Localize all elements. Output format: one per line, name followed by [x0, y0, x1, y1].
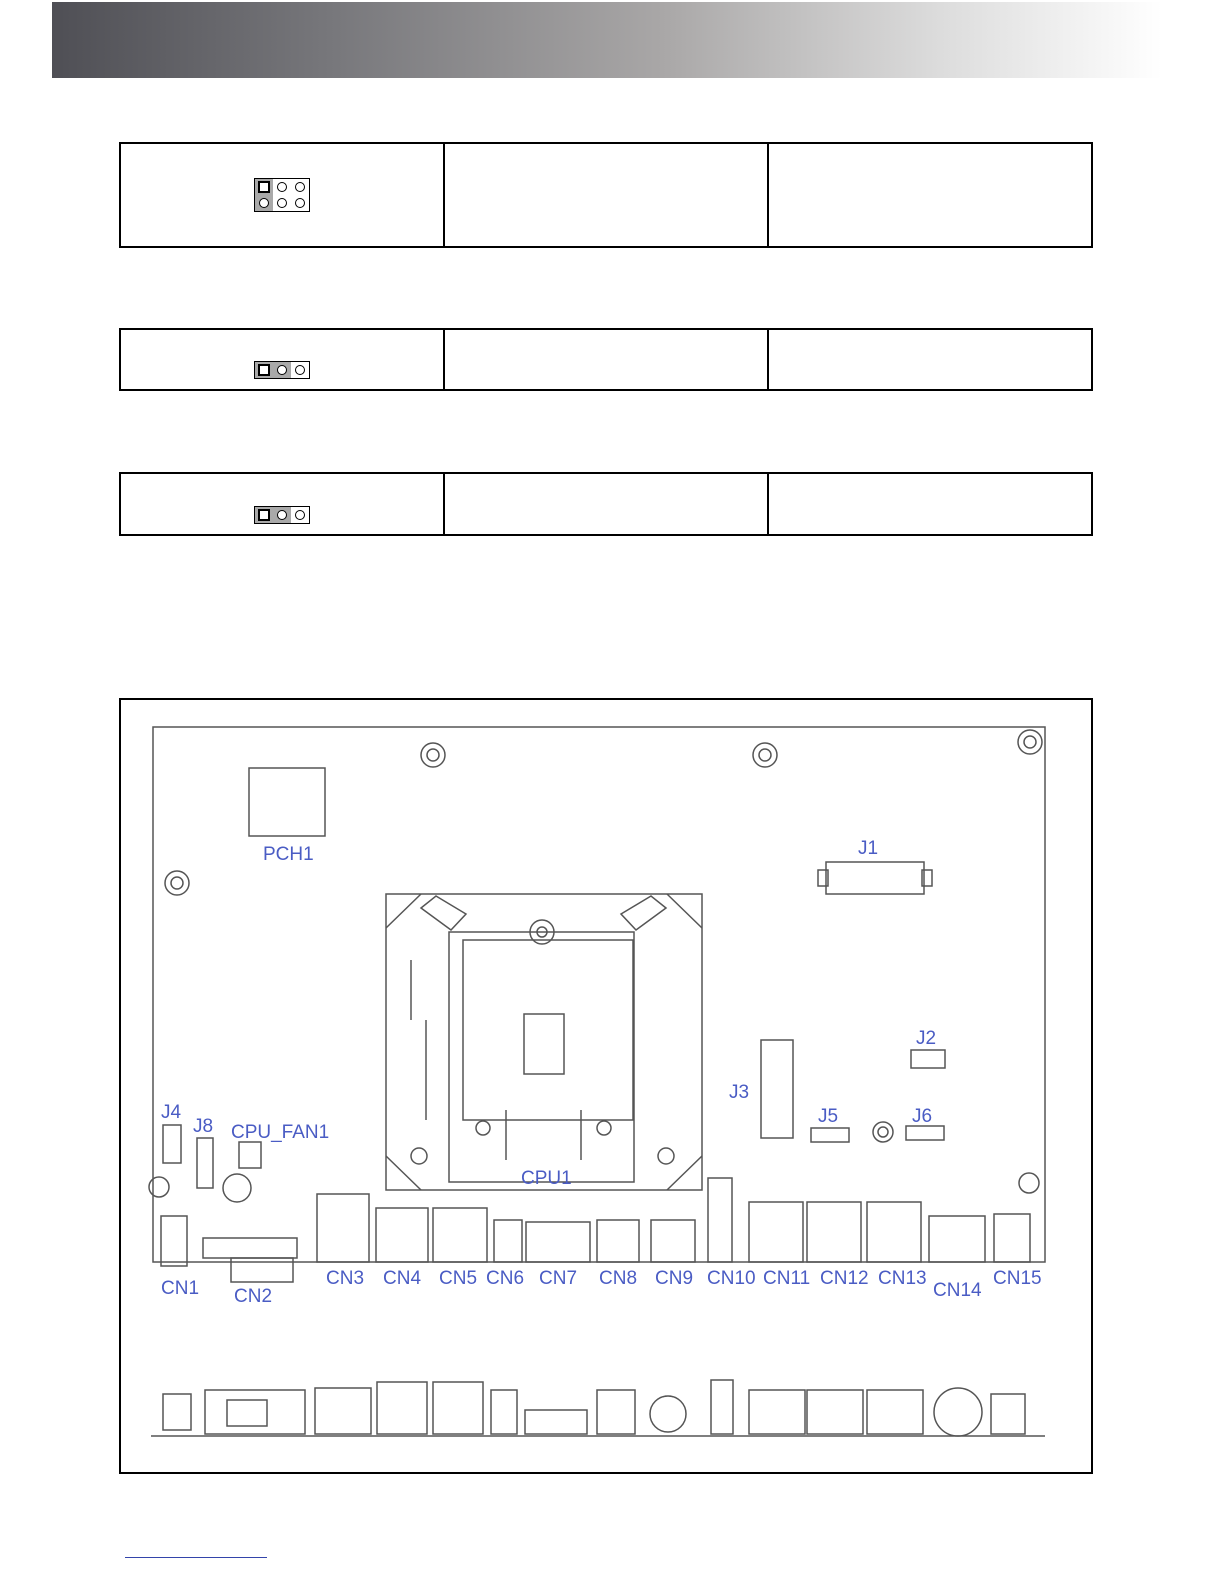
buzzer [223, 1174, 251, 1202]
header-bar [52, 2, 1162, 78]
board-layout-diagram [119, 698, 1093, 1474]
j6-label: J6 [912, 1106, 933, 1127]
j5-header [811, 1128, 849, 1142]
jumper-1x3-icon [254, 506, 310, 524]
connector-label-cn8: CN8 [599, 1268, 638, 1289]
connector-label-cn6: CN6 [486, 1268, 525, 1289]
j2-header [911, 1050, 945, 1068]
j6-header [906, 1126, 944, 1140]
rear-panel-side-view [151, 1380, 1045, 1436]
jumper-function-cell [444, 143, 768, 247]
jumper-1x3-icon [254, 361, 310, 379]
connector-label-cn1: CN1 [161, 1278, 200, 1299]
j5-label: J5 [818, 1106, 839, 1127]
mounting-hole-icons [165, 730, 1042, 1142]
connector-label-cn7: CN7 [539, 1268, 578, 1289]
j2-label: J2 [916, 1028, 937, 1049]
j4-label: J4 [161, 1102, 182, 1123]
pch-chip [249, 768, 325, 836]
connector-label-cn10: CN10 [707, 1268, 756, 1289]
jumper-setting-cell [120, 329, 444, 390]
connector-label-cn9: CN9 [655, 1268, 694, 1289]
connector-label-cn2: CN2 [234, 1286, 273, 1307]
connector-label-cn15: CN15 [993, 1268, 1042, 1289]
jumper-function-cell [444, 473, 768, 535]
jumper-table-3 [119, 472, 1093, 536]
j1-label: J1 [858, 838, 879, 859]
jumper-function-cell [444, 329, 768, 390]
connector-label-cn3: CN3 [326, 1268, 365, 1289]
jumper-table-1 [119, 142, 1093, 248]
connector-label-cn4: CN4 [383, 1268, 422, 1289]
cpu-socket [386, 894, 702, 1190]
j3-header [761, 1040, 793, 1138]
j8-label: J8 [193, 1116, 214, 1137]
jumper-note-cell [768, 143, 1092, 247]
footer-rule [125, 1557, 267, 1558]
pch-label: PCH1 [263, 844, 314, 865]
board-labels [161, 838, 1042, 1307]
jumper-note-cell [768, 473, 1092, 535]
connector-label-cn5: CN5 [439, 1268, 478, 1289]
connector-label-cn13: CN13 [878, 1268, 927, 1289]
jumper-note-cell [768, 329, 1092, 390]
jumper-setting-cell [120, 143, 444, 247]
connector-label-cn14: CN14 [933, 1280, 982, 1301]
cpu-fan-label: CPU_FAN1 [231, 1122, 330, 1143]
j3-label: J3 [729, 1082, 750, 1103]
jumper-setting-cell [120, 473, 444, 535]
jumper-table-2 [119, 328, 1093, 391]
jumper-2x3-icon [254, 178, 310, 212]
connector-label-cn12: CN12 [820, 1268, 869, 1289]
cpu-label: CPU1 [521, 1168, 572, 1189]
j4-header [163, 1125, 181, 1163]
cpu-fan-header [239, 1142, 261, 1168]
j8-header [197, 1138, 213, 1188]
connector-label-cn11: CN11 [763, 1268, 811, 1289]
j1-header [818, 862, 932, 894]
